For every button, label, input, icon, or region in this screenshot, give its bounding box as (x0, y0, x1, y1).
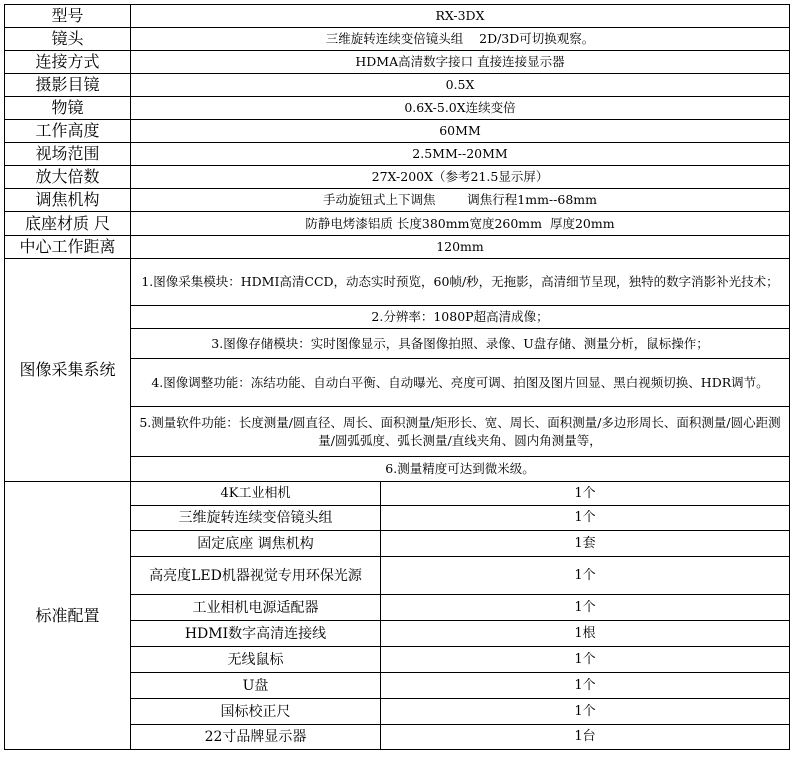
config-item-qty: 1根 (381, 621, 790, 647)
spec-label: 视场范围 (5, 143, 131, 166)
spec-value: 0.5X (131, 74, 790, 97)
spec-label: 摄影目镜 (5, 74, 131, 97)
spec-label: 底座材质 尺 (5, 212, 131, 236)
spec-value: 27X-200X（参考21.5显示屏） (131, 166, 790, 189)
spec-row-objective (5, 97, 790, 120)
standard-config-label: 标准配置 (5, 482, 131, 750)
spec-value: 2.5MM--20MM (131, 143, 790, 166)
config-item-qty: 1个 (381, 506, 790, 531)
config-item-name: 工业相机电源适配器 (131, 595, 381, 621)
config-item-name: U盘 (131, 673, 381, 699)
config-item-name: 国标校正尺 (131, 699, 381, 725)
spec-label: 工作高度 (5, 120, 131, 143)
config-row (5, 482, 790, 506)
image-system-item: 6.测量精度可达到微米级。 (131, 457, 790, 482)
image-system-item: 4.图像调整功能：冻结功能、自动白平衡、自动曝光、亮度可调、拍图及图片回显、黑白视频切换、HDR调节。 (131, 359, 790, 407)
image-system-label: 图像采集系统 (5, 259, 131, 482)
image-system-item: 3.图像存储模块：实时图像显示，具备图像拍照、录像、U盘存储、测量分析，鼠标操作； (131, 329, 790, 359)
config-item-qty: 1个 (381, 673, 790, 699)
spec-row-center-distance (5, 236, 790, 259)
spec-row-lens (5, 28, 790, 51)
spec-value: 手动旋钮式上下调焦 调焦行程1mm--68mm (131, 189, 790, 212)
spec-table (4, 4, 790, 750)
spec-value: 60MM (131, 120, 790, 143)
spec-row-focus (5, 189, 790, 212)
spec-label: 中心工作距离 (5, 236, 131, 259)
spec-label: 调焦机构 (5, 189, 131, 212)
spec-value: 0.6X-5.0X连续变倍 (131, 97, 790, 120)
spec-label: 连接方式 (5, 51, 131, 74)
image-system-row (5, 259, 790, 306)
config-item-name: 22寸品牌显示器 (131, 725, 381, 750)
config-item-name: 无线鼠标 (131, 647, 381, 673)
config-item-qty: 1个 (381, 647, 790, 673)
config-item-name: HDMI数字高清连接线 (131, 621, 381, 647)
image-system-item: 2.分辨率：1080P超高清成像； (131, 306, 790, 329)
spec-value: RX-3DX (131, 5, 790, 28)
image-system-item: 1.图像采集模块：HDMI高清CCD，动态实时预览，60帧/秒，无拖影，高清细节呈现，独特的数字消影补光技术； (131, 259, 790, 306)
spec-label: 镜头 (5, 28, 131, 51)
spec-sheet (4, 4, 790, 750)
spec-value: 防静电烤漆铝质 长度380mm宽度260mm 厚度20mm (131, 212, 790, 236)
config-item-name: 三维旋转连续变倍镜头组 (131, 506, 381, 531)
spec-row-field-of-view (5, 143, 790, 166)
config-item-qty: 1台 (381, 725, 790, 750)
spec-row-working-height (5, 120, 790, 143)
config-item-qty: 1个 (381, 699, 790, 725)
spec-label: 型号 (5, 5, 131, 28)
image-system-item: 5.测量软件功能：长度测量/圆直径、周长、面积测量/矩形长、宽、周长、面积测量/多边形周长、面积测量/圆心距测量/圆弧弧度、弧长测量/直线夹角、圆内角测量等， (131, 407, 790, 457)
config-item-qty: 1个 (381, 482, 790, 506)
spec-row-eyepiece (5, 74, 790, 97)
spec-row-base (5, 212, 790, 236)
spec-value: 120mm (131, 236, 790, 259)
spec-row-magnification (5, 166, 790, 189)
spec-value: 三维旋转连续变倍镜头组 2D/3D可切换观察。 (131, 28, 790, 51)
config-item-qty: 1套 (381, 531, 790, 557)
config-item-name: 固定底座 调焦机构 (131, 531, 381, 557)
spec-label: 放大倍数 (5, 166, 131, 189)
spec-value: HDMA高清数字接口 直接连接显示器 (131, 51, 790, 74)
config-item-qty: 1个 (381, 557, 790, 595)
spec-label: 物镜 (5, 97, 131, 120)
config-item-name: 4K工业相机 (131, 482, 381, 506)
spec-row-connection (5, 51, 790, 74)
spec-row-model (5, 5, 790, 28)
config-item-name: 高亮度LED机器视觉专用环保光源 (131, 557, 381, 595)
config-item-qty: 1个 (381, 595, 790, 621)
